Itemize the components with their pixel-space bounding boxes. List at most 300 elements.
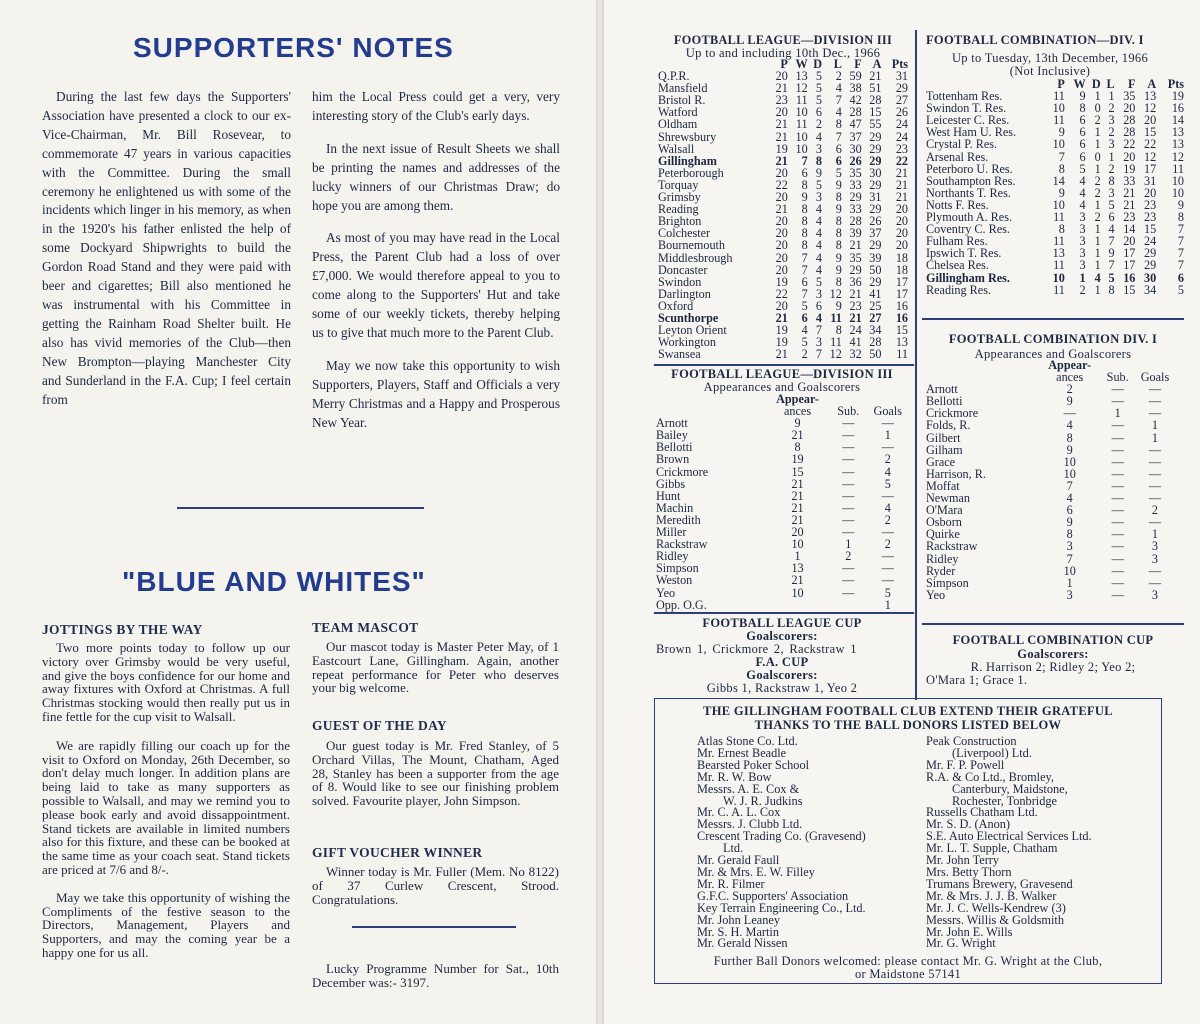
player-name: Harrison, R.	[926, 466, 986, 481]
apps-header-goals: Goals	[1140, 370, 1170, 385]
standings-cell: 59	[849, 69, 862, 84]
team-name: Fulham Res.	[926, 234, 988, 249]
standings-cell: 1	[1094, 125, 1101, 140]
donor-name: Mr. John Leaney	[697, 912, 780, 927]
standings-cell: 23	[1144, 197, 1157, 212]
player-name: Meredith	[656, 512, 701, 527]
supporters-col1	[42, 88, 291, 421]
player-row	[656, 599, 910, 611]
player-stat: —	[1148, 382, 1162, 397]
team-name: Crystal P. Res.	[926, 137, 998, 152]
player-stat: 21	[791, 512, 804, 527]
player-stat: —	[881, 416, 894, 431]
standings-cell: 4	[815, 226, 822, 241]
team-name: Reading Res.	[926, 282, 991, 297]
standings-cell: 11	[1053, 258, 1065, 273]
standings-cell: 6	[1079, 125, 1086, 140]
standings-cell: 22	[775, 177, 788, 192]
player-name: Gilbert	[926, 430, 961, 445]
standings-cell: 19	[1123, 161, 1136, 176]
jottings-text	[42, 641, 290, 971]
league-apps-underline	[654, 612, 914, 614]
player-name: Ridley	[656, 549, 689, 564]
standings-cell: 8	[801, 202, 808, 217]
team-name: Leicester C. Res.	[926, 113, 1010, 128]
team-name: Chelsea Res.	[926, 258, 989, 273]
donors-column-1	[697, 736, 937, 950]
standings-cell: 10	[795, 141, 808, 156]
player-name: Opp. O.G.	[656, 597, 707, 612]
team-name: Gillingham	[658, 153, 717, 168]
team-name: Peterboro U. Res.	[926, 161, 1013, 176]
standings-cell: 15	[895, 323, 908, 338]
standings-cell: 24	[849, 323, 862, 338]
donor-name: Crescent Trading Co. (Gravesend)	[697, 829, 866, 844]
standings-cell: 7	[835, 93, 842, 108]
standings-cell: 7	[1177, 234, 1184, 249]
standings-header-p: P	[1057, 77, 1065, 91]
standings-cell: 8	[801, 177, 808, 192]
standings-cell: 33	[1123, 173, 1136, 188]
standings-cell: 21	[775, 202, 788, 217]
standings-cell: 8	[835, 238, 842, 253]
standings-cell: 0	[1094, 149, 1101, 164]
player-row	[656, 514, 910, 526]
standings-cell: 3	[815, 190, 822, 205]
standings-cell: 6	[1108, 210, 1115, 225]
team-name: Torquay	[658, 177, 699, 192]
standings-cell: 6	[1079, 149, 1086, 164]
player-stat: 3	[1151, 551, 1159, 566]
player-name: Machin	[656, 500, 694, 515]
player-row	[656, 538, 910, 550]
standings-cell: 8	[835, 226, 842, 241]
player-stat: —	[881, 440, 894, 455]
standings-cell: 28	[1123, 113, 1136, 128]
standings-cell: 29	[869, 153, 882, 168]
standings-cell: 23	[775, 93, 788, 108]
standings-cell: 9	[815, 165, 822, 180]
player-row	[926, 565, 1176, 577]
standings-cell: 6	[1177, 270, 1184, 285]
standings-cell: 20	[775, 226, 788, 241]
player-stat: —	[1148, 466, 1162, 481]
standings-cell: 42	[849, 93, 862, 108]
player-row	[656, 466, 910, 478]
standings-cell: 21	[895, 177, 908, 192]
league-subtitle: Up to and including 10th Dec., 1966	[685, 46, 881, 60]
player-row	[926, 516, 1176, 528]
standings-cell: 7	[801, 286, 808, 301]
fa-cup-scorers: Gibbs 1, Rackstraw 1, Yeo 2	[706, 681, 858, 695]
player-row	[656, 453, 910, 465]
standings-cell: 29	[1144, 246, 1157, 261]
standings-cell: 39	[849, 226, 862, 241]
player-stat: 10	[1063, 466, 1076, 481]
standings-row	[926, 259, 1184, 271]
standings-cell: 2	[1094, 185, 1101, 200]
player-stat: 2	[884, 452, 891, 467]
player-name: O'Mara	[926, 503, 963, 518]
standings-cell: 27	[895, 93, 908, 108]
standings-cell: 3	[1079, 222, 1086, 237]
standings-cell: 1	[1094, 197, 1101, 212]
standings-cell: 8	[801, 226, 808, 241]
standings-cell: 51	[869, 81, 882, 96]
standings-cell: 9	[1108, 246, 1115, 261]
standings-cell: 15	[869, 105, 882, 120]
player-stat: 3	[1066, 539, 1073, 554]
standings-cell: 28	[869, 335, 882, 350]
player-stat: —	[842, 512, 855, 527]
standings-row	[926, 272, 1184, 284]
player-name: Newman	[926, 491, 970, 506]
standings-cell: 16	[1171, 101, 1184, 116]
standings-cell: 20	[775, 165, 788, 180]
donors-title-1: THE GILLINGHAM FOOTBALL CLUB EXTEND THEIR GRATEFUL	[703, 704, 1113, 718]
blue-and-whites-title: "BLUE AND WHITES"	[122, 566, 426, 597]
standings-cell: 21	[775, 153, 788, 168]
player-stat: 9	[1066, 394, 1073, 409]
team-name: Doncaster	[658, 262, 708, 277]
donor-name: Mr. John Terry	[926, 853, 1000, 868]
left-page	[0, 0, 596, 1024]
player-stat: —	[842, 488, 855, 503]
standings-cell: 11	[1053, 113, 1065, 128]
player-stat: —	[881, 561, 894, 576]
standings-cell: 7	[815, 323, 822, 338]
page-gutter	[596, 0, 604, 1024]
donor-name: S.E. Auto Electrical Services Ltd.	[926, 829, 1092, 844]
standings-cell: 3	[1079, 234, 1086, 249]
donor-name: G.F.C. Supporters' Association	[697, 888, 849, 903]
player-stat: —	[842, 500, 855, 515]
player-stat: 1	[794, 549, 801, 564]
standings-cell: 5	[1108, 197, 1115, 212]
standings-cell: 11	[1053, 210, 1065, 225]
standings-cell: 5	[801, 335, 808, 350]
standings-cell: 41	[849, 335, 862, 350]
standings-cell: 34	[1144, 282, 1157, 297]
standings-cell: 50	[869, 262, 882, 277]
standings-cell: 10	[1171, 173, 1184, 188]
player-stat: —	[1111, 575, 1124, 590]
player-stat: —	[842, 464, 855, 479]
team-name: Arsenal Res.	[926, 149, 989, 164]
league-apps-table	[656, 393, 910, 611]
player-stat: 20	[791, 525, 804, 540]
standings-cell: 4	[815, 238, 822, 253]
player-row	[926, 589, 1176, 601]
player-stat: —	[1111, 587, 1124, 602]
standings-cell: 4	[1108, 222, 1115, 237]
apps-header-row-2	[656, 405, 910, 417]
player-name: Grace	[926, 454, 956, 469]
standings-cell: 2	[835, 69, 842, 84]
league-cup-title: FOOTBALL LEAGUE CUP	[702, 616, 862, 630]
apps-header-appear: Appear-	[1048, 358, 1092, 372]
standings-cell: 20	[895, 214, 908, 229]
standings-cell: 21	[775, 129, 788, 144]
standings-cell: 31	[869, 190, 882, 205]
player-stat: —	[1148, 491, 1162, 506]
standings-cell: 13	[795, 69, 808, 84]
player-name: Folds, R.	[926, 418, 971, 433]
standings-cell: 8	[1108, 282, 1115, 297]
standings-cell: 17	[895, 274, 908, 289]
standings-cell: 18	[895, 262, 908, 277]
standings-cell: 41	[869, 286, 882, 301]
standings-cell: 6	[815, 105, 822, 120]
standings-cell: 11	[1053, 89, 1065, 104]
donor-name: Mr. G. Wright	[926, 936, 996, 951]
player-stat: 1	[1066, 575, 1073, 590]
donor-name: Atlas Stone Co. Ltd.	[697, 734, 798, 748]
player-name: Bailey	[656, 428, 688, 443]
player-stat: —	[842, 428, 855, 443]
standings-cell: 21	[775, 347, 788, 362]
team-name: Scunthorpe	[658, 310, 719, 325]
player-stat: —	[881, 488, 894, 503]
standings-cell: 16	[895, 298, 908, 313]
standings-cell: 1	[1094, 282, 1101, 297]
standings-row	[658, 118, 908, 130]
standings-cell: 19	[1171, 89, 1184, 104]
player-row	[926, 444, 1176, 456]
standings-cell: 13	[895, 335, 908, 350]
player-stat: 5	[884, 476, 891, 491]
player-stat: 1	[1151, 430, 1159, 445]
donor-name: Messrs. A. E. Cox &	[697, 781, 800, 796]
standings-cell: 39	[869, 250, 882, 265]
player-stat: 21	[791, 573, 804, 588]
standings-cell: 9	[801, 190, 808, 205]
gift-p: Winner today is Mr. Fuller (Mem. No 8122) of 37 Curlew Crescent, Strood. Congratulations.	[312, 864, 559, 907]
standings-cell: 9	[835, 262, 842, 277]
comb-table-wrap	[926, 78, 1184, 296]
standings-cell: 5	[815, 274, 822, 289]
standings-cell: 11	[1172, 161, 1184, 176]
donor-name: R.A. & Co Ltd., Bromley,	[926, 769, 1054, 784]
player-name: Yeo	[926, 587, 946, 602]
standings-cell: 8	[801, 238, 808, 253]
standings-cell: 10	[1052, 197, 1065, 212]
standings-cell: 26	[849, 153, 862, 168]
standings-cell: 4	[1094, 270, 1101, 285]
standings-cell: 23	[849, 298, 862, 313]
team-name: Oldham	[658, 117, 698, 132]
player-stat: —	[1111, 491, 1124, 506]
apps-header-goals: Goals	[873, 404, 902, 419]
player-stat: 3	[1066, 587, 1073, 602]
player-stat: 4	[884, 464, 891, 479]
standings-cell: 8	[1079, 101, 1086, 116]
comb-cup-title: FOOTBALL COMBINATION CUP	[952, 633, 1154, 647]
standings-cell: 11	[1053, 282, 1065, 297]
standings-cell: 1	[1094, 246, 1101, 261]
standings-cell: 29	[869, 177, 882, 192]
standings-cell: 22	[775, 286, 788, 301]
standings-cell: 1	[1094, 258, 1101, 273]
standings-cell: 4	[815, 202, 822, 217]
player-stat: —	[1111, 442, 1124, 457]
player-name: Ryder	[926, 563, 956, 578]
player-stat: 1	[1151, 527, 1159, 542]
standings-cell: 2	[815, 117, 822, 132]
player-stat: —	[1148, 454, 1162, 469]
player-row	[926, 492, 1176, 504]
player-stat: 21	[791, 476, 804, 491]
standings-cell: 20	[775, 190, 788, 205]
player-name: Ridley	[926, 551, 959, 566]
standings-cell: 8	[1058, 222, 1065, 237]
player-row	[656, 587, 910, 599]
comb-title: FOOTBALL COMBINATION—DIV. I	[926, 33, 1144, 47]
donors-footer-2: or Maidstone 57141	[854, 967, 962, 981]
team-name: Brighton	[658, 214, 702, 229]
player-stat: —	[881, 573, 894, 588]
standings-cell: 31	[895, 69, 908, 84]
donor-name: Mrs. Betty Thorn	[926, 864, 1012, 879]
team-name: Notts F. Res.	[926, 197, 989, 212]
player-stat: 1	[845, 537, 852, 552]
player-stat: —	[1148, 406, 1162, 421]
standings-cell: 1	[1094, 234, 1101, 249]
guest-heading: GUEST OF THE DAY	[312, 718, 447, 733]
standings-cell: 12	[1144, 149, 1157, 164]
player-stat: —	[1111, 418, 1124, 433]
standings-cell: 28	[849, 105, 862, 120]
apps-header-row-2	[926, 371, 1176, 383]
standings-cell: 12	[829, 286, 842, 301]
player-stat: 2	[1066, 382, 1073, 397]
standings-cell: 55	[869, 117, 882, 132]
standings-cell: 20	[895, 202, 908, 217]
standings-cell: 9	[1058, 185, 1065, 200]
standings-cell: 24	[895, 117, 908, 132]
player-stat: 1	[1151, 418, 1159, 433]
standings-cell: 8	[1058, 161, 1065, 176]
player-stat: 5	[884, 585, 891, 600]
supporters-col2-p4: May we now take this opportunity to wish Supporters, Players, Staff and Officials a very Merry Christmas and a Happy and Prosperous New Year.	[312, 357, 560, 430]
apps-header-blank	[656, 393, 764, 405]
section-divider	[177, 507, 424, 509]
jottings-p1: Two more points today to follow up our victory over Grimsby would be very useful, and give the boys confidence for our home and away fixtures with Oxford at Christmas. A full Christmas stocking would then really put us in fine fettle for the cup visit to Walsall.	[42, 640, 290, 724]
standings-cell: 1	[1094, 161, 1101, 176]
donor-name: Mr. J. C. Wells-Kendrew (3)	[926, 900, 1066, 915]
standings-cell: 1	[1094, 89, 1101, 104]
player-row	[926, 468, 1176, 480]
standings-cell: 9	[835, 298, 842, 313]
guest-p: Our guest today is Mr. Fred Stanley, of 5 Orchard Villas, The Mount, Chatham, Aged 28, Stanley has been a supporter from the age of 8. Would like to see our finishing problem solved. Favourite player, John Simpson.	[312, 738, 559, 809]
player-row	[926, 504, 1176, 516]
player-stat: —	[842, 452, 855, 467]
lucky-p: Lucky Programme Number for Sat., 10th December was:- 3197.	[312, 961, 559, 990]
league-table-wrap	[658, 58, 908, 360]
player-row	[926, 577, 1176, 589]
team-name: Tottenham Res.	[926, 89, 1003, 104]
donor-name: Messrs. J. Clubb Ltd.	[697, 817, 803, 832]
standings-cell: 15	[1144, 125, 1157, 140]
standings-cell: 9	[835, 250, 842, 265]
apps-header-ances: ances	[784, 404, 812, 419]
column-divider	[915, 30, 917, 700]
standings-cell: 1	[1079, 270, 1086, 285]
standings-cell: 29	[869, 129, 882, 144]
standings-cell: 30	[1144, 270, 1157, 285]
player-row	[926, 540, 1176, 552]
player-stat: 10	[1063, 454, 1076, 469]
standings-cell: 22	[895, 153, 908, 168]
player-stat	[831, 599, 865, 611]
comb-apps-underline	[922, 623, 1184, 625]
donor-name: Trumans Brewery, Gravesend	[926, 876, 1073, 891]
standings-cell: 27	[869, 310, 882, 325]
standings-cell: 23	[1123, 210, 1136, 225]
standings-cell: 7	[801, 262, 808, 277]
league-table-underline	[654, 364, 914, 366]
standings-row	[926, 151, 1184, 163]
player-stat: 10	[1063, 563, 1076, 578]
player-stat: 2	[845, 549, 852, 564]
standings-cell: 6	[1079, 137, 1086, 152]
team-name: Swindon T. Res.	[926, 101, 1007, 116]
standings-cell: 35	[849, 250, 862, 265]
comb-cup-goalscorers-label: Goalscorers:	[1017, 647, 1089, 661]
comb-table-underline	[922, 318, 1184, 320]
standings-cell: 35	[849, 165, 862, 180]
player-stat: —	[1148, 515, 1162, 530]
comb-subtitle: Up to Tuesday, 13th December, 1966	[951, 51, 1149, 65]
standings-cell: 15	[1144, 222, 1157, 237]
donor-name: Mr. & Mrs. E. W. Filley	[697, 864, 815, 879]
player-name: Hunt	[656, 488, 681, 503]
standings-cell: 15	[1123, 282, 1136, 297]
standings-cell: 20	[775, 69, 788, 84]
standings-cell: 30	[849, 141, 862, 156]
standings-cell: 20	[895, 238, 908, 253]
standings-cell: 2	[1094, 210, 1101, 225]
standings-cell: 8	[835, 274, 842, 289]
player-stat: 3	[1151, 539, 1159, 554]
lucky-text	[312, 962, 559, 1001]
standings-cell: 28	[869, 93, 882, 108]
player-name: Bellotti	[656, 440, 693, 455]
player-row	[656, 574, 910, 586]
gift-divider	[352, 926, 516, 928]
standings-cell: 20	[775, 214, 788, 229]
player-stat: —	[1111, 551, 1124, 566]
standings-cell: 35	[1123, 89, 1136, 104]
player-name: Arnott	[656, 416, 688, 431]
player-stat: 1	[884, 428, 891, 443]
player-stat	[764, 599, 831, 611]
standings-cell: 30	[869, 165, 882, 180]
comb-apps-wrap	[926, 359, 1176, 601]
standings-cell: 5	[1079, 161, 1086, 176]
team-name: Middlesbrough	[658, 250, 733, 265]
donor-name: Mr. S. H. Martin	[697, 924, 779, 939]
standings-cell: 20	[1123, 234, 1136, 249]
fa-cup-goalscorers-label: Goalscorers:	[746, 668, 818, 682]
standings-cell: 7	[1177, 222, 1184, 237]
standings-cell: 1	[1108, 149, 1115, 164]
standings-cell: 26	[869, 214, 882, 229]
standings-cell: 5	[801, 298, 808, 313]
standings-cell: 14	[1052, 173, 1065, 188]
standings-cell: 3	[815, 286, 822, 301]
player-stat: 9	[1066, 442, 1073, 457]
